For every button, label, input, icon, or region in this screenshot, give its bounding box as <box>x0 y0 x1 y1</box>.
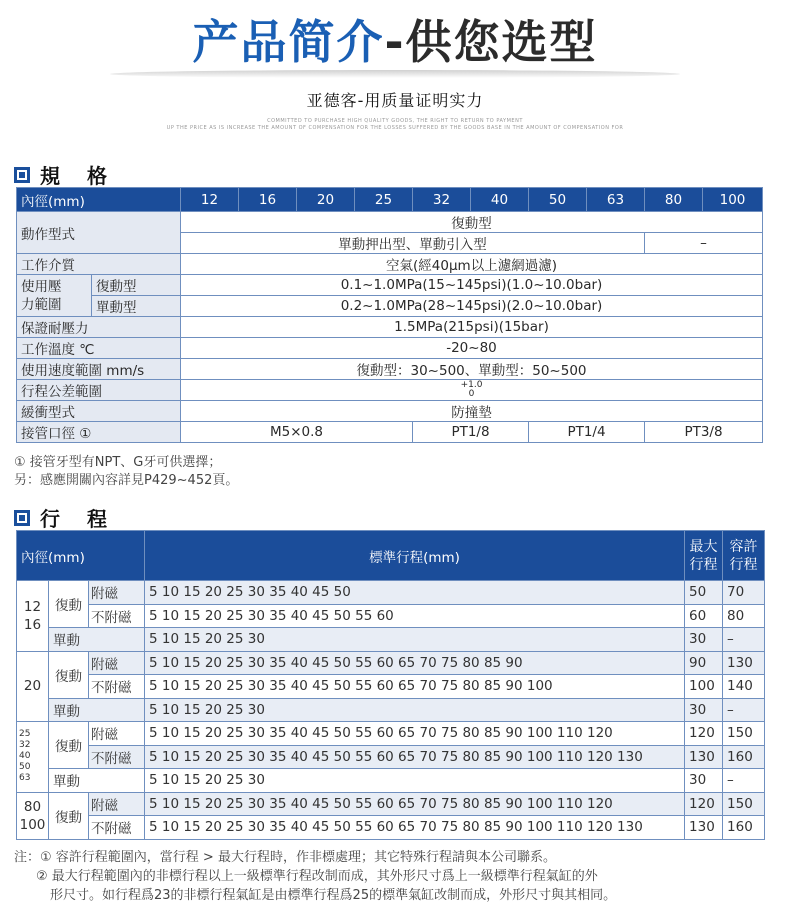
port-value: PT1/4 <box>529 422 645 443</box>
standard-strokes: 5 10 15 20 25 30 <box>145 769 685 793</box>
bore-cell: 25 <box>355 188 413 212</box>
bore-cell: 63 <box>587 188 645 212</box>
bore-group-20: 20 <box>17 651 49 722</box>
stroke-row <box>17 651 765 675</box>
bore-cell: 100 <box>703 188 763 212</box>
allowable-stroke: 130 <box>723 651 765 675</box>
action-double-value: 復動型 <box>181 212 763 233</box>
spec-row-tolerance <box>17 380 763 401</box>
pressure-label-line2: 力範圍 <box>21 296 62 313</box>
standard-strokes: 5 10 15 20 25 30 <box>145 628 685 652</box>
no-magnet-label: 不附磁 <box>89 745 145 769</box>
standard-strokes: 5 10 15 20 25 30 35 40 45 50 55 60 65 70 75 80 85 90 100 110 120 <box>145 792 685 816</box>
pressure-double-label: 復動型 <box>92 275 181 296</box>
standard-strokes: 5 10 15 20 25 30 35 40 45 50 55 60 65 70 75 80 85 90 100 110 120 130 <box>145 816 685 840</box>
max-stroke: 30 <box>685 769 723 793</box>
stroke-row <box>17 698 765 722</box>
max-stroke-header-line2: 行程 <box>689 556 718 573</box>
spec-note-1: ① 接管牙型有NPT、G牙可供選擇； <box>14 455 222 470</box>
bore-cell: 16 <box>239 188 297 212</box>
section-square-icon <box>14 167 30 183</box>
pressure-label-line1: 使用壓 <box>21 278 62 295</box>
stroke-note-3: 形尺寸。如行程爲23的非標行程氣缸是由標準行程爲25的標準氣缸改制而成，外形尺寸與其相同。 <box>50 888 617 903</box>
spec-row-pressure-single <box>17 296 763 317</box>
allowable-stroke: 150 <box>723 792 765 816</box>
spec-section-heading <box>14 160 117 189</box>
standard-strokes: 5 10 15 20 25 30 35 40 45 50 55 60 65 70 75 80 85 90 100 110 120 <box>145 722 685 746</box>
tolerance-upper: +1.0 <box>460 380 483 390</box>
stroke-bore-header: 內徑(mm) <box>17 531 145 581</box>
stroke-row <box>17 675 765 699</box>
bore-group-12-16 <box>17 581 49 652</box>
spec-row-pressure-double <box>17 275 763 296</box>
bore-value: 16 <box>23 616 42 633</box>
stroke-row <box>17 604 765 628</box>
single-acting-label: 單動 <box>49 698 145 722</box>
stroke-row <box>17 722 765 746</box>
bore-value: 50 <box>19 762 31 773</box>
medium-value: 空氣(經40μm以上濾網過濾) <box>181 254 763 275</box>
port-label: 接管口徑 ① <box>17 422 181 443</box>
allowable-stroke: 70 <box>723 581 765 605</box>
allowable-stroke: 140 <box>723 675 765 699</box>
bore-value: 63 <box>19 773 31 784</box>
max-stroke: 50 <box>685 581 723 605</box>
bore-cell: 50 <box>529 188 587 212</box>
standard-stroke-header: 標準行程(mm) <box>145 531 685 581</box>
pressure-label <box>17 275 92 317</box>
standard-strokes: 5 10 15 20 25 30 35 40 45 50 55 60 65 70 75 80 85 90 <box>145 651 685 675</box>
standard-strokes: 5 10 15 20 25 30 35 40 45 50 <box>145 581 685 605</box>
no-magnet-label: 不附磁 <box>89 604 145 628</box>
max-stroke: 90 <box>685 651 723 675</box>
cushion-label: 緩衝型式 <box>17 401 181 422</box>
allowable-stroke: – <box>723 698 765 722</box>
standard-strokes: 5 10 15 20 25 30 35 40 45 50 55 60 <box>145 604 685 628</box>
bore-value: 25 <box>19 729 31 740</box>
pressure-single-value: 0.2~1.0MPa(28~145psi)(2.0~10.0bar) <box>181 296 763 317</box>
port-value: PT1/8 <box>413 422 529 443</box>
spec-header-row <box>17 188 763 212</box>
hero-fine-print-1: COMMITTED TO PURCHASE HIGH QUALITY GOODS, THE RIGHT TO RETURN TO PAYMENT <box>267 118 523 124</box>
speed-label: 使用速度範圍 mm/s <box>17 359 181 380</box>
max-stroke: 130 <box>685 745 723 769</box>
spec-row-temp <box>17 338 763 359</box>
pressure-double-value: 0.1~1.0MPa(15~145psi)(1.0~10.0bar) <box>181 275 763 296</box>
bore-value: 12 <box>23 598 42 615</box>
action-single-value: 單動押出型、單動引入型 <box>181 233 645 254</box>
spec-row-proof <box>17 317 763 338</box>
max-stroke: 120 <box>685 792 723 816</box>
double-acting-label: 復動 <box>49 722 89 769</box>
bore-group-80-100 <box>17 792 49 839</box>
bore-cell: 80 <box>645 188 703 212</box>
stroke-header-row <box>17 531 765 581</box>
port-value: PT3/8 <box>645 422 763 443</box>
double-acting-label: 復動 <box>49 792 89 839</box>
bore-value: 32 <box>19 740 31 751</box>
allowable-stroke: 80 <box>723 604 765 628</box>
tolerance-lower: 0 <box>468 389 475 399</box>
hero-subtitle: 亚德客-用质量证明实力 <box>306 91 484 110</box>
proof-pressure-value: 1.5MPa(215psi)(15bar) <box>181 317 763 338</box>
max-stroke-header <box>685 531 723 581</box>
standard-strokes: 5 10 15 20 25 30 35 40 45 50 55 60 65 70 75 80 85 90 100 <box>145 675 685 699</box>
stroke-row <box>17 816 765 840</box>
bore-cell: 20 <box>297 188 355 212</box>
action-type-label: 動作型式 <box>17 212 181 254</box>
stroke-notes <box>14 848 784 905</box>
bore-cell: 40 <box>471 188 529 212</box>
max-stroke: 60 <box>685 604 723 628</box>
spec-row-port <box>17 422 763 443</box>
spec-row-action <box>17 212 763 233</box>
hero-title-suffix: -供您选型 <box>384 15 598 69</box>
standard-strokes: 5 10 15 20 25 30 <box>145 698 685 722</box>
allowable-stroke: 160 <box>723 816 765 840</box>
stroke-note-2: ② 最大行程範圍內的非標行程以上一級標準行程改制而成，其外形尺寸爲上一級標準行程氣缸的外 <box>36 869 598 884</box>
section-square-icon <box>14 510 30 526</box>
max-stroke: 130 <box>685 816 723 840</box>
hero-title-main: 产品简介 <box>192 15 385 69</box>
spec-table <box>16 187 763 443</box>
cushion-value: 防撞墊 <box>181 401 763 422</box>
spec-notes <box>14 454 238 490</box>
single-acting-label: 單動 <box>49 628 145 652</box>
max-stroke: 120 <box>685 722 723 746</box>
temperature-label: 工作溫度 ℃ <box>17 338 181 359</box>
tolerance-value <box>181 380 763 401</box>
hero-divider <box>110 70 680 78</box>
stroke-row <box>17 792 765 816</box>
stroke-note-1: 注：① 容許行程範圍內，當行程 > 最大行程時，作非標處理；其它特殊行程請與本公司聯系。 <box>14 850 556 865</box>
allowable-stroke-header-line2: 行程 <box>729 556 758 573</box>
max-stroke: 30 <box>685 698 723 722</box>
stroke-section-heading <box>14 503 117 532</box>
spec-section-title: 規 格 <box>40 164 117 188</box>
stroke-row <box>17 628 765 652</box>
spec-row-cushion <box>17 401 763 422</box>
bore-value: 40 <box>19 751 31 762</box>
stroke-table <box>16 530 765 840</box>
stroke-section-title: 行 程 <box>40 507 117 531</box>
allowable-stroke: – <box>723 628 765 652</box>
bore-cell: 12 <box>181 188 239 212</box>
bore-cell: 32 <box>413 188 471 212</box>
proof-pressure-label: 保證耐壓力 <box>17 317 181 338</box>
allowable-stroke: 160 <box>723 745 765 769</box>
no-magnet-label: 不附磁 <box>89 816 145 840</box>
stroke-row <box>17 581 765 605</box>
bore-header: 內徑(mm) <box>17 188 181 212</box>
allowable-stroke-header-line1: 容許 <box>729 538 758 555</box>
tolerance-label: 行程公差範圍 <box>17 380 181 401</box>
allowable-stroke: – <box>723 769 765 793</box>
allowable-stroke-header <box>723 531 765 581</box>
medium-label: 工作介質 <box>17 254 181 275</box>
double-acting-label: 復動 <box>49 581 89 628</box>
hero-title <box>0 6 790 72</box>
temperature-value: -20~80 <box>181 338 763 359</box>
speed-value: 復動型：30~500、單動型：50~500 <box>181 359 763 380</box>
hero-banner <box>0 0 790 145</box>
standard-strokes: 5 10 15 20 25 30 35 40 45 50 55 60 65 70 75 80 85 90 100 110 120 130 <box>145 745 685 769</box>
double-acting-label: 復動 <box>49 651 89 698</box>
stroke-row <box>17 769 765 793</box>
allowable-stroke: 150 <box>723 722 765 746</box>
spec-row-medium <box>17 254 763 275</box>
magnet-label: 附磁 <box>89 651 145 675</box>
port-value: M5×0.8 <box>181 422 413 443</box>
spec-row-speed <box>17 359 763 380</box>
spec-note-2: 另：感應開關內容詳見P429~452頁。 <box>14 473 239 488</box>
no-magnet-label: 不附磁 <box>89 675 145 699</box>
magnet-label: 附磁 <box>89 722 145 746</box>
magnet-label: 附磁 <box>89 581 145 605</box>
bore-value: 80 <box>23 798 42 815</box>
max-stroke-header-line1: 最大 <box>689 538 718 555</box>
pressure-single-label: 單動型 <box>92 296 181 317</box>
bore-group-25-63 <box>17 722 49 793</box>
single-acting-label: 單動 <box>49 769 145 793</box>
bore-value: 100 <box>19 816 46 833</box>
hero-fine-print-2: UP THE PRICE AS IS INCREASE THE AMOUNT OF COMPENSATION FOR THE LOSSES SUFFERED BY THE GOODS BASE IN THE AMOUNT OF COMPENSATION FOR <box>166 125 624 131</box>
max-stroke: 100 <box>685 675 723 699</box>
max-stroke: 30 <box>685 628 723 652</box>
action-single-large-value: – <box>645 233 763 254</box>
magnet-label: 附磁 <box>89 792 145 816</box>
stroke-row <box>17 745 765 769</box>
